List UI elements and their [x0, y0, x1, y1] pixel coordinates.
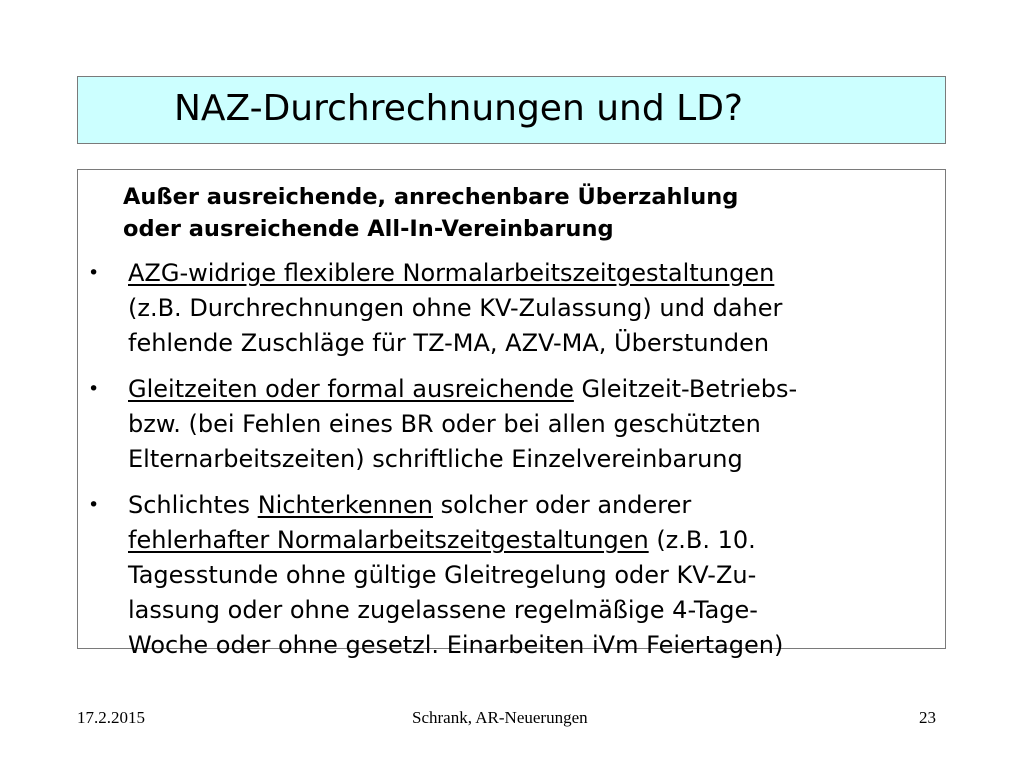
bullet-2-line-1 — [128, 372, 947, 407]
footer-page-number: 23 — [919, 708, 936, 727]
bullet-3-line-1-end: solcher oder anderer — [432, 491, 692, 519]
bullet-3-line-2-rest: (z.B. 10. — [648, 526, 756, 554]
bullet-1-line-1 — [128, 256, 947, 291]
bullet-2-line-1-rest: Gleitzeit-Betriebs- — [573, 375, 798, 403]
footer-date: 17.2.2015 — [77, 708, 145, 727]
bullet-1-underlined-text: AZG-widrige flexiblere Normalarbeitszeitgestaltungen — [128, 259, 775, 287]
slide-title: NAZ-Durchrechnungen und LD? — [174, 88, 744, 129]
bullet-dot-icon: • — [88, 262, 100, 284]
intro-text — [123, 181, 926, 245]
bullet-list — [78, 256, 947, 663]
bullet-item-2 — [78, 372, 947, 477]
bullet-3-line-1-start: Schlichtes — [128, 491, 258, 519]
bullet-1-line-3: fehlende Zuschläge für TZ-MA, AZV-MA, Überstunden — [128, 329, 770, 357]
bullet-2-line-2: bzw. (bei Fehlen eines BR oder bei allen geschützten — [128, 410, 761, 438]
slide-title-box — [77, 76, 946, 144]
bullet-2-underlined-text: Gleitzeiten oder formal ausreichende — [128, 375, 574, 403]
bullet-dot-icon: • — [88, 494, 100, 516]
bullet-3-underlined-text-1: Nichterkennen — [257, 491, 433, 519]
intro-line-2: oder ausreichende All-In-Vereinbarung — [123, 216, 614, 242]
bullet-dot-icon: • — [88, 378, 100, 400]
bullet-3-line-1 — [128, 488, 947, 523]
bullet-3-line-5: Woche oder ohne gesetzl. Einarbeiten iVm Feiertagen) — [128, 631, 784, 659]
footer-presenter: Schrank, AR-Neuerungen — [412, 708, 588, 727]
bullet-2-line-3: Elternarbeitszeiten) schriftliche Einzelvereinbarung — [128, 445, 743, 473]
bullet-1-line-2: (z.B. Durchrechnungen ohne KV-Zulassung) und daher — [128, 294, 783, 322]
bullet-item-3 — [78, 488, 947, 663]
bullet-3-line-4: lassung oder ohne zugelassene regelmäßige 4-Tage- — [128, 596, 758, 624]
intro-line-1: Außer ausreichende, anrechenbare Überzahlung — [123, 184, 739, 210]
slide-content-box — [77, 169, 946, 659]
bullet-3-underlined-text-2: fehlerhafter Normalarbeitszeitgestaltungen — [128, 526, 649, 554]
bullet-3-line-2 — [128, 523, 947, 558]
bullet-3-line-3: Tagesstunde ohne gültige Gleitregelung oder KV-Zu- — [128, 561, 757, 589]
bullet-item-1 — [78, 256, 947, 361]
